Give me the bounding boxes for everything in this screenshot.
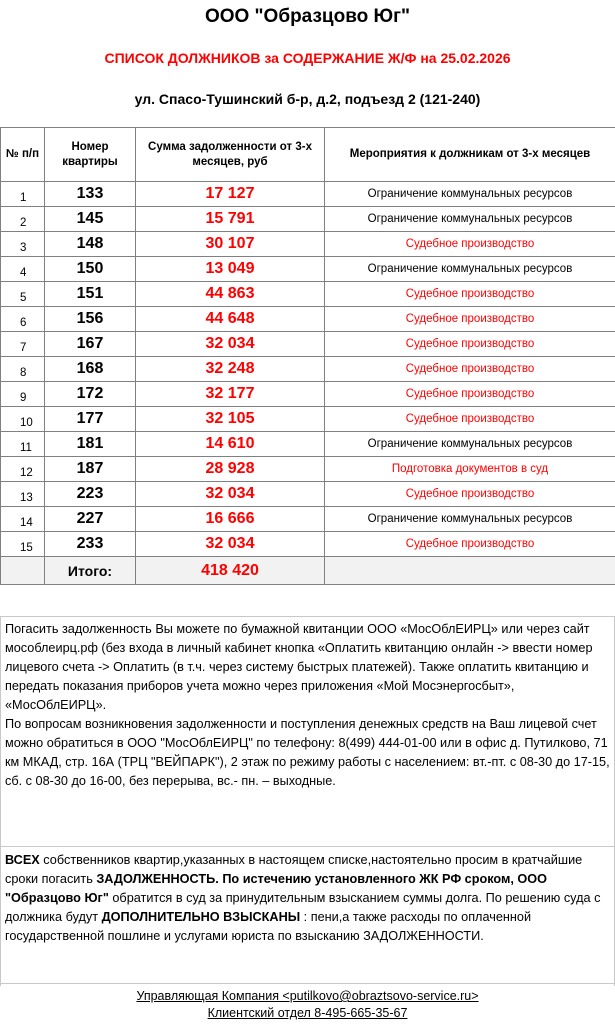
debt-amount: 32 105 [136,407,325,432]
company-title: ООО "Образцово Юг" [204,6,411,27]
row-number: 2 [1,207,45,232]
row-number: 5 [1,282,45,307]
debt-measure: Подготовка документов в суд [325,457,615,482]
debt-measure: Ограничение коммунальных ресурсов [325,432,615,457]
apartment-number: 145 [45,207,136,232]
debt-measure: Ограничение коммунальных ресурсов [325,507,615,532]
table-row [1,332,615,357]
debt-measure: Судебное производство [325,532,615,557]
debt-measure: Судебное производство [325,407,615,432]
apartment-number: 150 [45,257,136,282]
section-divider [0,983,615,984]
building-address: ул. Спасо-Тушинский б-р, д.2, подъезд 2 (121-240) [134,91,481,107]
column-header-measures: Мероприятия к должникам от 3-х месяцев [325,128,615,182]
row-number: 8 [1,357,45,382]
table-row [1,432,615,457]
payment-info [5,620,610,791]
apartment-number: 223 [45,482,136,507]
table-row [1,532,615,557]
total-row [1,557,615,585]
table-row [1,232,615,257]
debtors-table-body [1,182,615,557]
total-empty-cell [1,557,45,585]
apartment-number: 168 [45,357,136,382]
row-number: 13 [1,482,45,507]
debtors-table [0,127,615,585]
client-department-phone: Клиентский отдел 8-495-665-35-67 [207,1006,408,1020]
debt-amount: 28 928 [136,457,325,482]
debt-amount: 44 648 [136,307,325,332]
notice-text: : пени,а также расходы по оплаченной государственной пошлине и услугами юриста по взысканию ЗАДОЛЖЕННОСТИ. [5,910,532,943]
row-number: 1 [1,182,45,207]
contacts-info-paragraph: По вопросам возникновения задолженности и поступления денежных средств на Ваш лицевой счет можно обратиться в ООО "МосОблЕИРЦ" по телефону: 8(499) 444-01-00 или в офис д. Путилково, 71 км МКАД, стр. 16А (ТРЦ "ВЕЙПАРК"), 2 этаж по режиму работы с населением: вт.-пт. с 08-30 до 17-15, сб. с 08-30 до 16-00, без перерыва, вс.- пн. – выходные. [5,717,610,788]
apartment-number: 148 [45,232,136,257]
table-row [1,282,615,307]
management-company-contact: Управляющая Компания <putilkovo@obraztsovo-service.ru> [136,989,479,1003]
apartment-number: 187 [45,457,136,482]
notice-debt-bold: ЗАДОЛЖЕННОСТЬ. [96,872,219,886]
table-row [1,307,615,332]
apartment-number: 233 [45,532,136,557]
debt-measure: Судебное производство [325,332,615,357]
table-row [1,457,615,482]
table-row [1,207,615,232]
total-sum: 418 420 [136,557,325,585]
column-header-debt-sum: Сумма задолженности от 3-х месяцев, руб [136,128,325,182]
debt-amount: 30 107 [136,232,325,257]
debt-notice [5,851,610,946]
payment-info-paragraph: Погасить задолженность Вы можете по бумажной квитанции ООО «МосОблЕИРЦ» или через сайт мособлеирц.рф (без входа в личный кабинет кнопка «Оплатить квитанцию онлайн -> ввести номер лицевого счета -> Оплатить (в т.ч. через систему быстрых платежей). Также оплатить квитанцию и передать показания приборов учета можно через приложения «Мой Мосэнергосбыт», «МосОблЕИРЦ». [5,622,593,712]
debt-amount: 32 034 [136,532,325,557]
debt-measure: Судебное производство [325,482,615,507]
debt-amount: 44 863 [136,282,325,307]
column-header-num: № п/п [1,128,45,182]
row-number: 7 [1,332,45,357]
debt-amount: 32 034 [136,332,325,357]
debt-amount: 32 177 [136,382,325,407]
row-number: 10 [1,407,45,432]
row-number: 12 [1,457,45,482]
table-header-row [1,128,615,182]
apartment-number: 133 [45,182,136,207]
table-row [1,257,615,282]
debt-measure: Ограничение коммунальных ресурсов [325,257,615,282]
apartment-number: 177 [45,407,136,432]
apartment-number: 227 [45,507,136,532]
row-number: 15 [1,532,45,557]
table-row [1,382,615,407]
debt-amount: 16 666 [136,507,325,532]
row-number: 3 [1,232,45,257]
total-label: Итого: [45,557,136,585]
table-row [1,182,615,207]
debt-amount: 17 127 [136,182,325,207]
notice-additional-bold: ДОПОЛНИТЕЛЬНО ВЗЫСКАНЫ [101,910,301,924]
debt-measure: Судебное производство [325,282,615,307]
debtors-list-title: СПИСОК ДОЛЖНИКОВ за СОДЕРЖАНИЕ Ж/Ф на 25.02.2026 [104,50,511,66]
section-divider [0,846,615,847]
debt-amount: 32 034 [136,482,325,507]
debt-measure: Судебное производство [325,382,615,407]
debt-amount: 32 248 [136,357,325,382]
debt-measure: Ограничение коммунальных ресурсов [325,182,615,207]
apartment-number: 181 [45,432,136,457]
column-header-apartment: Номер квартиры [45,128,136,182]
debt-measure: Судебное производство [325,307,615,332]
row-number: 6 [1,307,45,332]
debt-amount: 14 610 [136,432,325,457]
notice-deadline-bold: По истечению установленного ЖК РФ сроком, ООО "Образцово Юг" [5,872,548,905]
row-number: 14 [1,507,45,532]
row-number: 9 [1,382,45,407]
apartment-number: 167 [45,332,136,357]
notice-text: обратится в суд за принудительным взысканием суммы долга. По решению суда с должника будут [5,891,601,924]
debt-measure: Судебное производство [325,232,615,257]
table-row [1,407,615,432]
row-number: 4 [1,257,45,282]
row-number: 11 [1,432,45,457]
debt-measure: Ограничение коммунальных ресурсов [325,207,615,232]
table-row [1,507,615,532]
debt-amount: 13 049 [136,257,325,282]
total-empty-cell [325,557,615,585]
table-row [1,357,615,382]
notice-text: собственников квартир,указанных в настоящем списке,настоятельно просим в кратчайшие сроки погасить [5,853,583,886]
apartment-number: 156 [45,307,136,332]
section-divider [0,616,615,617]
apartment-number: 151 [45,282,136,307]
apartment-number: 172 [45,382,136,407]
notice-all-bold: ВСЕХ [5,853,40,867]
debt-measure: Судебное производство [325,357,615,382]
section-border-left [0,616,1,986]
table-row [1,482,615,507]
debt-amount: 15 791 [136,207,325,232]
